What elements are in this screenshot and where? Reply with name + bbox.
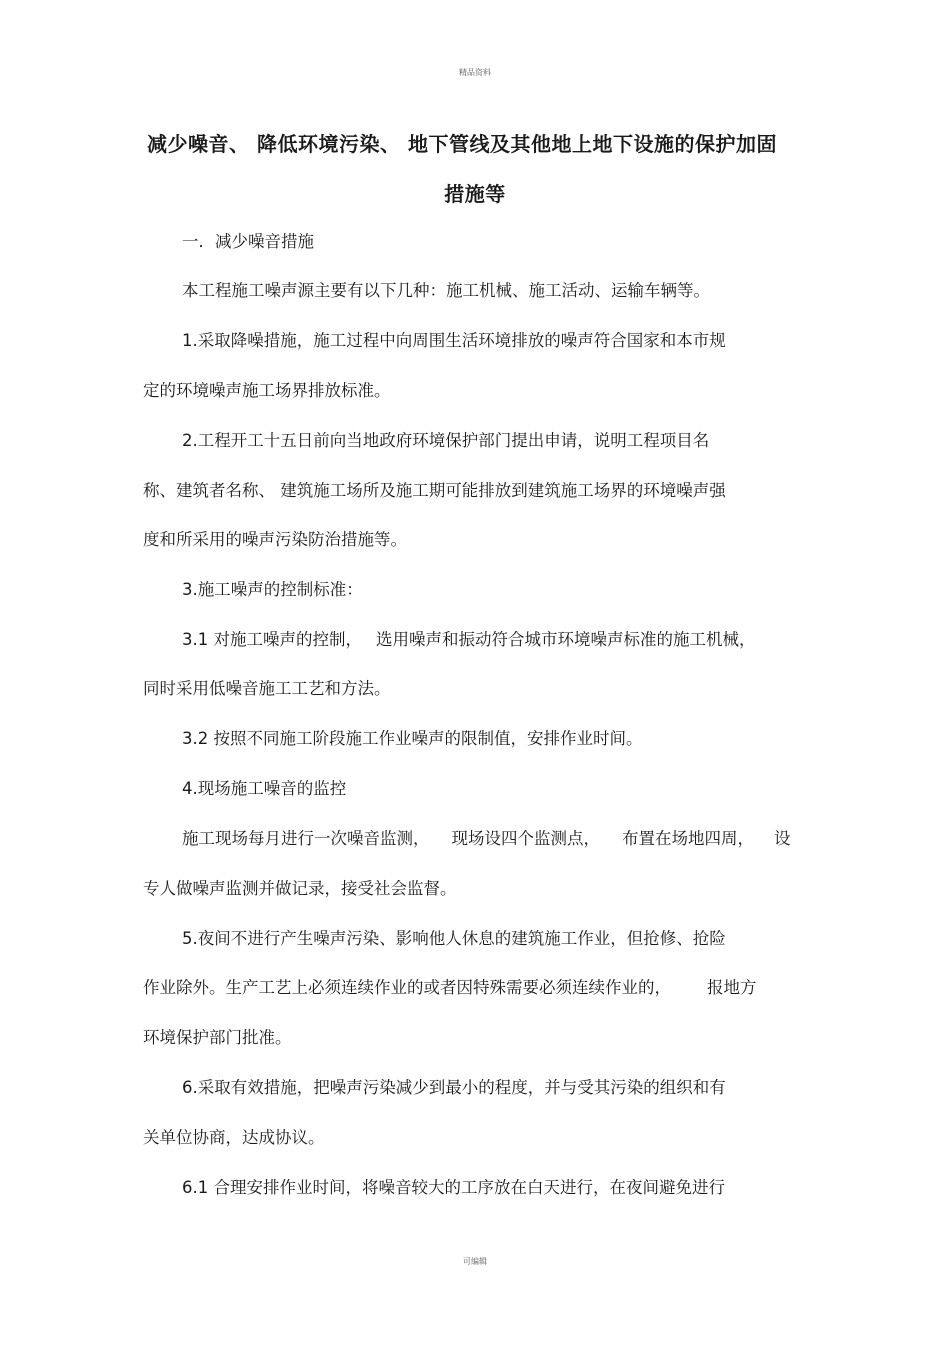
paragraph-line: 3.施工噪声的控制标准： xyxy=(182,580,363,599)
paragraph-line: 定的环境噪声施工场界排放标准。 xyxy=(143,381,391,400)
page-header: 精品资料 xyxy=(459,68,491,77)
paragraph-line: 4.现场施工噪音的监控 xyxy=(182,779,347,798)
paragraph-line: 专人做噪声监测并做记录，接受社会监督。 xyxy=(143,879,457,898)
paragraph-line: 称、建筑者名称、 建筑施工场所及施工期可能排放到建筑施工场界的环境噪声强 xyxy=(143,481,726,500)
text-segment: 作业除外。生产工艺上必须连续作业的或者因特殊需要必须连续作业的， xyxy=(143,978,671,997)
text-segment: 报地方 xyxy=(707,978,757,997)
paragraph-line: 同时采用低噪音施工工艺和方法。 xyxy=(143,679,391,698)
paragraph-line: 1.采取降噪措施，施工过程中向周围生活环境排放的噪声符合国家和本市规 xyxy=(182,331,726,350)
text-segment: 布置在场地四周， xyxy=(622,829,754,848)
paragraph-line: 6.采取有效措施，把噪声污染减少到最小的程度，并与受其污染的组织和有 xyxy=(182,1078,726,1097)
text-segment: 3.1 对施工噪声的控制， xyxy=(182,630,362,649)
page-footer: 可编辑 xyxy=(463,1257,487,1266)
paragraph-line xyxy=(182,630,756,650)
paragraph-line: 度和所采用的噪声污染防治措施等。 xyxy=(143,530,407,549)
paragraph-line: 5.夜间不进行产生噪声污染、影响他人休息的建筑施工作业，但抢修、抢险 xyxy=(182,929,726,948)
section-heading: 一．减少噪音措施 xyxy=(182,232,314,251)
paragraph-line: 2.工程开工十五日前向当地政府环境保护部门提出申请，说明工程项目名 xyxy=(182,431,710,450)
paragraph-line: 3.2 按照不同施工阶段施工作业噪声的限制值，安排作业时间。 xyxy=(182,729,643,748)
paragraph-line: 关单位协商，达成协议。 xyxy=(143,1128,325,1147)
text-segment: 施工现场每月进行一次噪音监测， xyxy=(182,829,430,848)
text-segment: 设 xyxy=(774,829,791,848)
paragraph-line: 本工程施工噪声源主要有以下几种：施工机械、施工活动、运输车辆等。 xyxy=(182,281,710,300)
paragraph-line: 6.1 合理安排作业时间，将噪音较大的工序放在白天进行，在夜间避免进行 xyxy=(182,1178,725,1197)
text-segment: 现场设四个监测点， xyxy=(451,829,600,848)
paragraph-line xyxy=(143,978,757,998)
paragraph-line xyxy=(182,829,791,849)
document-title-line-2: 措施等 xyxy=(444,182,506,206)
document-title-line-1: 减少噪音、 降低环境污染、 地下管线及其他地上地下设施的保护加固 xyxy=(147,132,777,156)
text-segment: 选用噪声和振动符合城市环境噪声标准的施工机械， xyxy=(376,630,756,649)
paragraph-line: 环境保护部门批准。 xyxy=(143,1028,292,1047)
